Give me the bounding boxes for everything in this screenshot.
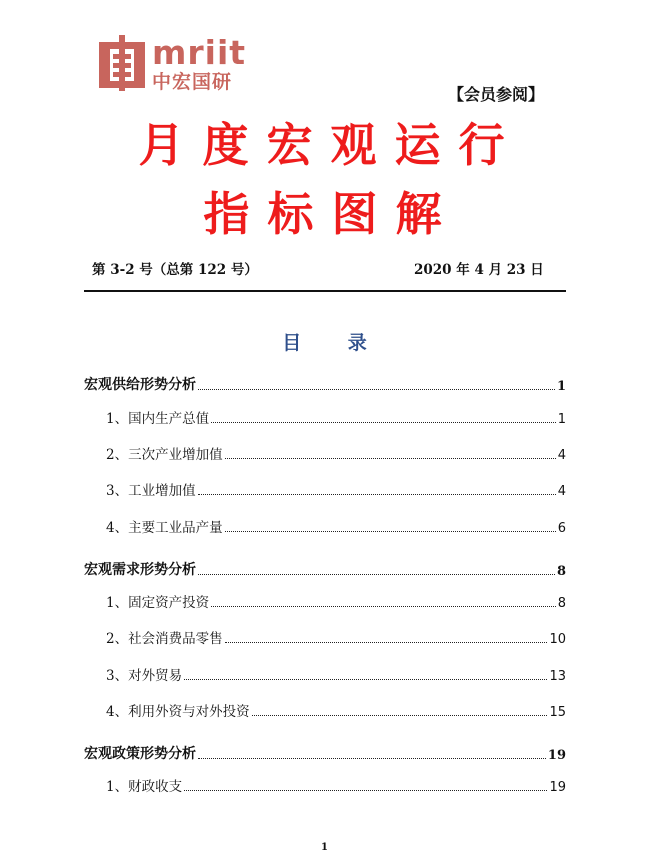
toc-section-title: 宏观政策形势分析 — [84, 746, 196, 762]
toc-page-number: 15 — [549, 705, 566, 720]
toc-page-number: 1 — [556, 379, 566, 394]
toc-leader-dots — [211, 422, 556, 423]
title-line-2: 指标图解 — [203, 187, 460, 241]
title-line-1: 月度宏观运行 — [138, 118, 523, 172]
toc-section-policy[interactable] — [84, 743, 566, 763]
toc-item-label: 3、工业增加值 — [106, 483, 196, 499]
toc-leader-dots — [211, 606, 556, 607]
toc-page-number: 8 — [556, 564, 566, 579]
toc-item[interactable] — [106, 479, 566, 499]
toc-leader-dots — [198, 494, 556, 495]
issue-date: 2020 年 4 月 23 日 — [414, 262, 544, 278]
toc-item-label: 4、利用外资与对外投资 — [106, 704, 250, 720]
toc-leader-dots — [225, 642, 548, 643]
logo — [98, 34, 248, 94]
member-tag: 【会员参阅】 — [448, 85, 545, 104]
toc-item[interactable] — [106, 516, 566, 536]
toc-section-title: 宏观供给形势分析 — [84, 377, 196, 393]
toc-item-label: 1、固定资产投资 — [106, 595, 210, 611]
toc-page-number: 4 — [557, 484, 566, 499]
toc-section-demand[interactable] — [84, 559, 566, 579]
toc-page-number: 6 — [557, 521, 566, 536]
toc-page-number: 10 — [549, 632, 566, 647]
toc-leader-dots — [225, 458, 556, 459]
toc-item[interactable] — [106, 443, 566, 463]
toc-section-supply[interactable] — [84, 374, 566, 394]
logo-chinese-text: 中宏国研 — [152, 71, 233, 93]
logo-latin-text: mriit — [152, 33, 247, 72]
toc-item[interactable] — [106, 664, 566, 684]
toc-item[interactable] — [106, 627, 566, 647]
issue-number: 第 3-2 号（总第 122 号） — [92, 262, 258, 278]
toc-heading: 目 录 — [282, 332, 387, 354]
toc-item[interactable] — [106, 591, 566, 611]
header-divider — [84, 290, 566, 292]
toc-leader-dots — [198, 758, 546, 759]
toc-page-number: 8 — [557, 596, 566, 611]
toc-item-label: 3、对外贸易 — [106, 668, 183, 684]
toc-leader-dots — [252, 715, 548, 716]
toc-item[interactable] — [106, 407, 566, 427]
page-number: 1 — [321, 842, 328, 853]
toc-page-number: 4 — [557, 448, 566, 463]
toc-leader-dots — [198, 389, 555, 390]
toc-item[interactable] — [106, 775, 566, 795]
toc-item-label: 2、社会消费品零售 — [106, 631, 223, 647]
toc-leader-dots — [184, 790, 547, 791]
toc-item-label: 1、国内生产总值 — [106, 411, 210, 427]
toc-section-title: 宏观需求形势分析 — [84, 562, 196, 578]
toc-page-number: 1 — [557, 412, 566, 427]
toc-item[interactable] — [106, 700, 566, 720]
toc-item-label: 1、财政收支 — [106, 779, 183, 795]
toc-leader-dots — [184, 679, 547, 680]
toc-item-label: 2、三次产业增加值 — [106, 447, 223, 463]
toc-leader-dots — [225, 531, 556, 532]
toc-leader-dots — [198, 574, 555, 575]
toc-page-number: 19 — [549, 780, 566, 795]
toc-page-number: 13 — [549, 669, 566, 684]
toc-page-number: 19 — [547, 748, 566, 763]
mriit-logo-icon — [98, 34, 146, 92]
toc-item-label: 4、主要工业品产量 — [106, 520, 223, 536]
